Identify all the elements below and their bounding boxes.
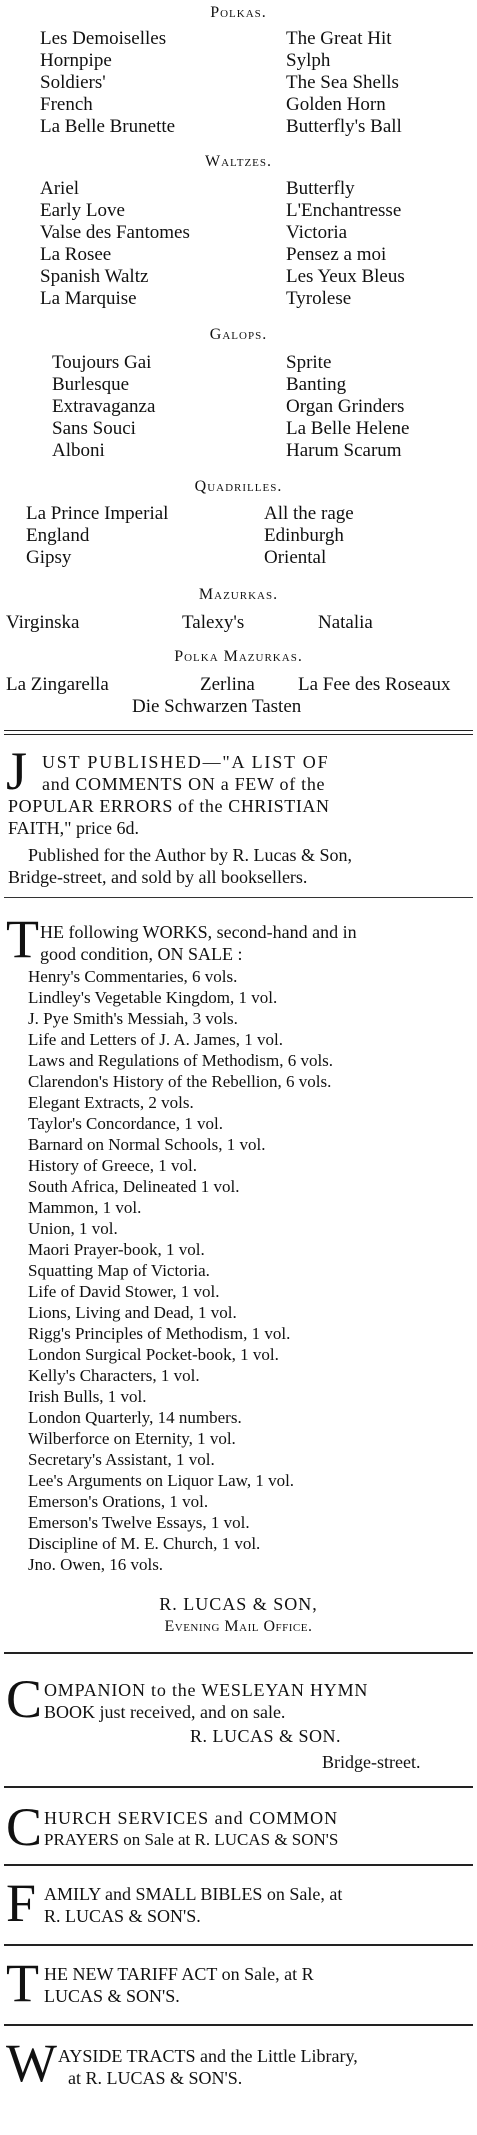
galop-item: Burlesque (52, 374, 130, 395)
works-item: Lions, Living and Dead, 1 vol. (28, 1303, 237, 1322)
waltz-item: Ariel (40, 178, 80, 199)
ad-text: HURCH SERVICES and COMMON (44, 1808, 339, 1828)
ad-text: HE following WORKS, second-hand and in (40, 922, 357, 942)
works-item: London Quarterly, 14 numbers. (28, 1408, 242, 1427)
ad-text: AMILY and SMALL BIBLES on Sale, at (44, 1884, 343, 1904)
waltz-item: Tyrolese (286, 288, 352, 309)
signature: R. LUCAS & SON, (159, 1594, 318, 1614)
dropcap-t: T (6, 909, 39, 969)
mazurka-item: Natalia (318, 612, 373, 633)
polka-item: The Sea Shells (286, 72, 399, 93)
ad-text: good condition, ON SALE : (40, 944, 243, 964)
divider (4, 2024, 473, 2026)
works-item: Secretary's Assistant, 1 vol. (28, 1450, 215, 1469)
waltz-item: Victoria (286, 222, 348, 243)
polka-mazurka-item: Zerlina (200, 674, 255, 695)
dropcap-f: F (6, 1873, 37, 1933)
divider (4, 730, 473, 735)
works-item: Laws and Regulations of Methodism, 6 vols. (28, 1051, 334, 1070)
galop-item: Sans Souci (52, 418, 136, 439)
galops-heading: Galops. (209, 326, 268, 343)
polka-mazurkas-heading: Polka Mazurkas. (174, 648, 303, 665)
polkas-heading: Polkas. (210, 4, 267, 21)
works-item: Life of David Stower, 1 vol. (28, 1282, 220, 1301)
ad-text: Published for the Author by R. Lucas & Son, (28, 845, 352, 865)
polka-mazurka-item: La Zingarella (6, 674, 109, 695)
works-item: South Africa, Delineated 1 vol. (28, 1177, 240, 1196)
works-item: Discipline of M. E. Church, 1 vol. (28, 1534, 261, 1553)
quadrilles-heading: Quadrilles. (194, 478, 283, 495)
ad-text: PRAYERS on Sale at R. LUCAS & SON'S (44, 1830, 339, 1849)
ad-text: HE NEW TARIFF ACT on Sale, at R (44, 1964, 314, 1984)
quadrille-item: Gipsy (26, 547, 72, 568)
galop-item: Alboni (52, 440, 105, 461)
quadrille-item: England (26, 525, 90, 546)
works-item: J. Pye Smith's Messiah, 3 vols. (28, 1009, 238, 1028)
quadrille-item: La Prince Imperial (26, 503, 169, 524)
divider (4, 1786, 473, 1788)
works-item: History of Greece, 1 vol. (28, 1156, 198, 1175)
dropcap-t: T (6, 1953, 39, 2013)
ad-text: UST PUBLISHED—"A LIST OF (42, 752, 330, 772)
works-item: Henry's Commentaries, 6 vols. (28, 967, 238, 986)
works-item: Mammon, 1 vol. (28, 1198, 142, 1217)
polka-item: Golden Horn (286, 94, 386, 115)
waltzes-heading: Waltzes. (204, 153, 273, 170)
quadrille-item: All the rage (264, 503, 354, 524)
waltz-item: Butterfly (286, 178, 355, 199)
works-item: Clarendon's History of the Rebellion, 6 vols. (28, 1072, 332, 1091)
polka-item: Butterfly's Ball (286, 116, 402, 137)
quadrille-item: Edinburgh (264, 525, 344, 546)
waltz-item: La Marquise (40, 288, 137, 309)
polka-item: Sylph (286, 50, 331, 71)
polka-item: Hornpipe (40, 50, 112, 71)
galop-item: Extravaganza (52, 396, 156, 417)
ad-text: Bridge-street. (322, 1752, 421, 1772)
galop-item: Harum Scarum (286, 440, 402, 461)
galop-item: La Belle Helene (286, 418, 410, 439)
ad-text: POPULAR ERRORS of the CHRISTIAN (8, 796, 330, 816)
waltz-item: Early Love (40, 200, 125, 221)
polka-item: French (40, 94, 93, 115)
works-item: Kelly's Characters, 1 vol. (28, 1366, 200, 1385)
dropcap-w: W (6, 2033, 57, 2093)
dropcap-c: C (6, 1669, 43, 1729)
galop-item: Organ Grinders (286, 396, 405, 417)
works-item: Elegant Extracts, 2 vols. (28, 1093, 194, 1112)
ad-text: R. LUCAS & SON'S. (44, 1906, 201, 1926)
ad-text: AYSIDE TRACTS and the Little Library, (58, 2046, 358, 2066)
ad-text: at R. LUCAS & SON'S. (68, 2068, 243, 2088)
waltz-item: L'Enchantresse (286, 200, 402, 221)
mazurka-item: Virginska (6, 612, 80, 633)
galop-item: Banting (286, 374, 347, 395)
divider (4, 1652, 473, 1654)
divider (4, 1864, 473, 1866)
waltz-item: La Rosee (40, 244, 112, 265)
dropcap-j: J (6, 741, 28, 801)
works-item: Wilberforce on Eternity, 1 vol. (28, 1429, 236, 1448)
polka-mazurka-item: La Fee des Roseaux (298, 674, 451, 695)
works-item: Irish Bulls, 1 vol. (28, 1387, 147, 1406)
works-item: Union, 1 vol. (28, 1219, 118, 1238)
waltz-item: Pensez a moi (286, 244, 387, 265)
mazurka-item: Talexy's (182, 612, 245, 633)
polka-item: La Belle Brunette (40, 116, 176, 137)
quadrille-item: Oriental (264, 547, 327, 568)
works-item: Barnard on Normal Schools, 1 vol. (28, 1135, 266, 1154)
ad-text: and COMMENTS ON a FEW of the (42, 774, 326, 794)
ad-text: R. LUCAS & SON. (190, 1726, 342, 1746)
polka-item: The Great Hit (286, 28, 392, 49)
galop-item: Sprite (286, 352, 332, 373)
works-item: Maori Prayer-book, 1 vol. (28, 1240, 205, 1259)
polka-mazurka-item: Die Schwarzen Tasten (132, 696, 302, 717)
ad-text: OMPANION to the WESLEYAN HYMN (44, 1680, 369, 1700)
works-item: Lee's Arguments on Liquor Law, 1 vol. (28, 1471, 295, 1490)
waltz-item: Spanish Waltz (40, 266, 149, 287)
waltz-item: Valse des Fantomes (40, 222, 190, 243)
waltz-item: Les Yeux Bleus (286, 266, 405, 287)
works-item: Taylor's Concordance, 1 vol. (28, 1114, 223, 1133)
works-item: Lindley's Vegetable Kingdom, 1 vol. (28, 988, 278, 1007)
mazurkas-heading: Mazurkas. (198, 586, 279, 603)
works-item: Rigg's Principles of Methodism, 1 vol. (28, 1324, 291, 1343)
works-item: Emerson's Orations, 1 vol. (28, 1492, 209, 1511)
divider (4, 1944, 473, 1946)
polka-item: Les Demoiselles (40, 28, 167, 49)
works-item: Emerson's Twelve Essays, 1 vol. (28, 1513, 250, 1532)
dropcap-c: C (6, 1797, 43, 1857)
works-item: Jno. Owen, 16 vols. (28, 1555, 164, 1574)
ad-text: Bridge-street, and sold by all booksellers. (8, 867, 308, 887)
works-item: Life and Letters of J. A. James, 1 vol. (28, 1030, 283, 1049)
divider (4, 897, 473, 898)
works-item: London Surgical Pocket-book, 1 vol. (28, 1345, 279, 1364)
works-item: Squatting Map of Victoria. (28, 1261, 210, 1280)
ad-text: LUCAS & SON'S. (44, 1986, 180, 2006)
signature: Evening Mail Office. (164, 1618, 313, 1635)
ad-text: BOOK just received, and on sale. (44, 1702, 286, 1722)
galop-item: Toujours Gai (52, 352, 152, 373)
ad-text: FAITH," price 6d. (8, 818, 139, 838)
polka-item: Soldiers' (40, 72, 106, 93)
